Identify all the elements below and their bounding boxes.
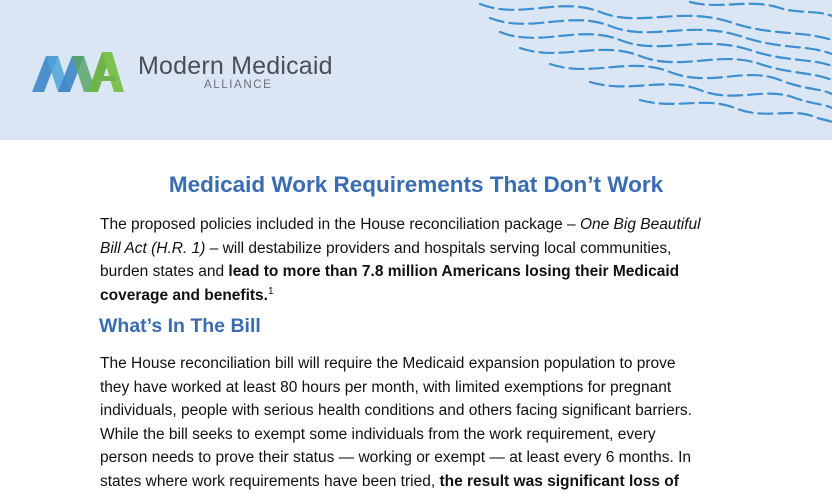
intro-line-4: coverage and benefits.$^1$ xyxy=(100,285,274,304)
body-line-4: While the bill seeks to exempt some individuals from the work requirement, every xyxy=(100,425,656,443)
brand-logo xyxy=(32,48,124,94)
intro-line-1: The proposed policies included in the House reconciliation package – One Big Beautiful xyxy=(100,216,701,233)
body-line-5: person needs to prove their status — working or exempt — at least every 6 months. In xyxy=(100,449,692,467)
body-line-2: they have worked at least 80 hours per month, with limited exemptions for pregnant xyxy=(100,378,672,396)
document-title: Medicaid Work Requirements That Don’t Work xyxy=(168,172,664,197)
body-line-1: The House reconciliation bill will require the Medicaid expansion population to prove xyxy=(100,355,676,372)
footnote-ref[interactable]: 1 xyxy=(267,285,274,297)
header-banner xyxy=(0,0,832,140)
body-paragraph xyxy=(100,352,750,494)
brand-subtitle: ALLIANCE xyxy=(204,79,273,91)
intro-line-2: Bill Act (H.R. 1) – will destabilize providers and hospitals serving local communities, xyxy=(100,239,672,257)
brand-name: Modern Medicaid xyxy=(138,52,333,80)
intro-line-3: burden states and lead to more than 7.8 million Americans losing their Medicaid xyxy=(100,263,680,280)
section-heading: What’s In The Bill xyxy=(99,315,261,337)
decorative-waves xyxy=(460,0,832,140)
body-line-3: individuals, people with serious health conditions and others facing significant barriers. xyxy=(100,402,692,420)
body-line-6: states where work requirements have been tried, the result was significant loss of xyxy=(100,472,679,490)
intro-paragraph xyxy=(100,213,760,307)
